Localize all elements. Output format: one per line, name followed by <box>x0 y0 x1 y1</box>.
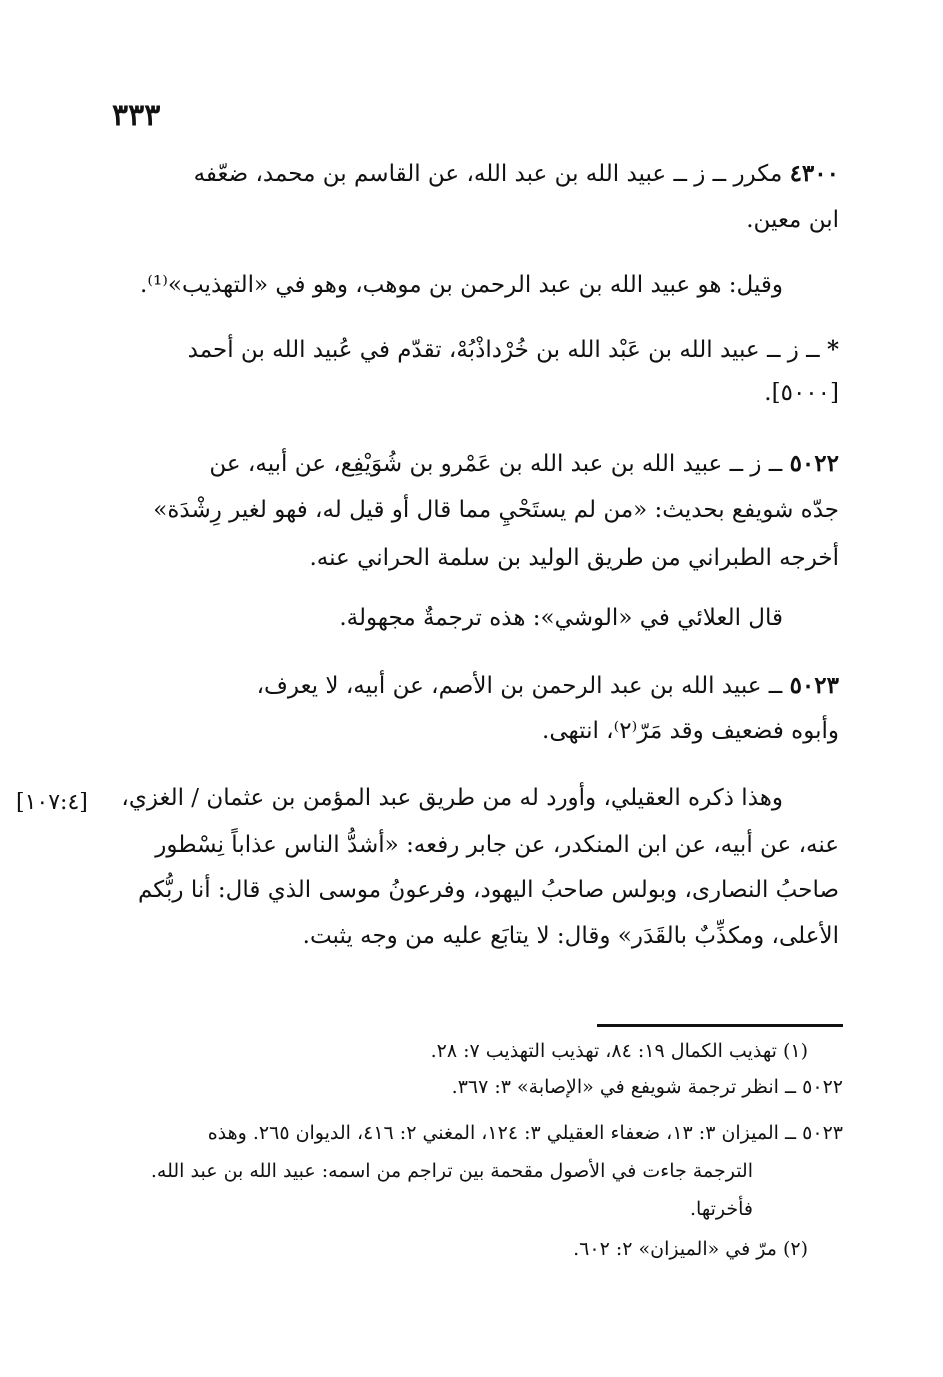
star-marker: * <box>826 336 839 363</box>
uqayli-line-4: الأعلى، ومكذِّبٌ بالقَدَر» وقال: لا يتابَع عليه من وجه يثبت. <box>302 923 839 949</box>
footnote-rule <box>597 1024 843 1027</box>
uqayli-line-2: عنه، عن أبيه، عن ابن المنكدر، عن جابر رفعه: «أشدُّ الناس عذاباً نِسْطور <box>155 832 839 858</box>
entry-5022-line-1 <box>209 450 839 477</box>
entry-5022-line-3: أخرجه الطبراني من طريق الوليد بن سلمة الحراني عنه. <box>309 545 839 571</box>
entry-text: ــ ز ــ عبيد الله بن عَبْد الله بن خُرْداذْبُهْ، تقدّم في عُبيد الله بن أحمد <box>187 337 827 363</box>
uqayli-line-1: وهذا ذكره العقيلي، وأورد له من طريق عبد المؤمن بن عثمان / الغزي، <box>121 785 783 811</box>
entry-5022-line-2: جدّه شويفع بحديث: «من لم يستَحْيِ مما قال أو قيل له، فهو لغير رِشْدَة» <box>153 497 839 523</box>
entry-5023-line-1 <box>257 672 839 699</box>
entry-number: ٥٠٢٢ <box>789 450 839 477</box>
entry-text: مكرر ــ ز ــ عبيد الله بن عبد الله، عن القاسم بن محمد، ضعّفه <box>193 161 790 187</box>
uqayli-line-3: صاحبُ النصارى، وبولس صاحبُ اليهود، وفرعونُ موسى الذي قال: أنا ربُّكم <box>137 877 839 903</box>
entry-5023-line-2: وأبوه فضعيف وقد مَرّ⁽٢⁾، انتهى. <box>542 718 839 744</box>
footnote-2: (٢) مرّ في «الميزان» ٢: ٦٠٢. <box>573 1238 808 1260</box>
star-entry-line-1 <box>188 336 839 363</box>
page-number: ٣٣٣ <box>112 98 161 133</box>
entry-text: ــ ز ــ عبيد الله بن عبد الله بن عَمْرو بن شُوَيْفِع، عن أبيه، عن <box>209 451 790 477</box>
footnote-1: (١) تهذيب الكمال ١٩: ٨٤، تهذيب التهذيب ٧: ٢٨. <box>430 1040 808 1062</box>
footnote-5022: ٥٠٢٢ ــ انظر ترجمة شويفع في «الإصابة» ٣: ٣٦٧. <box>451 1076 843 1098</box>
entry-4300-line-2: ابن معين. <box>746 207 839 233</box>
alai-line-1: قال العلائي في «الوشي»: هذه ترجمةٌ مجهولة. <box>339 605 783 631</box>
volume-page-marker: [١٠٧:٤] <box>16 790 88 815</box>
entry-4300-line-1 <box>194 160 839 187</box>
entry-number: ٤٣٠٠ <box>789 160 839 187</box>
entry-number: ٥٠٢٣ <box>789 672 839 699</box>
footnote-5023-line-3: فأخرتها. <box>690 1198 753 1220</box>
star-entry-line-2: [٥٠٠٠]. <box>764 380 839 406</box>
footnote-5023-line-2: الترجمة جاءت في الأصول مقحمة بين تراجم من اسمه: عبيد الله بن عبد الله. <box>150 1160 753 1182</box>
entry-text: ــ عبيد الله بن عبد الرحمن بن الأصم، عن أبيه، لا يعرف، <box>256 673 790 699</box>
footnote-5023-line-1: ٥٠٢٣ ــ الميزان ٣: ١٣، ضعفاء العقيلي ٣: ١٢٤، المغني ٢: ٤١٦، الديوان ٢٦٥. وهذه <box>207 1122 843 1144</box>
qil-line-1: وقيل: هو عبيد الله بن عبد الرحمن بن موهب، وهو في «التهذيب»⁽¹⁾. <box>140 272 783 298</box>
